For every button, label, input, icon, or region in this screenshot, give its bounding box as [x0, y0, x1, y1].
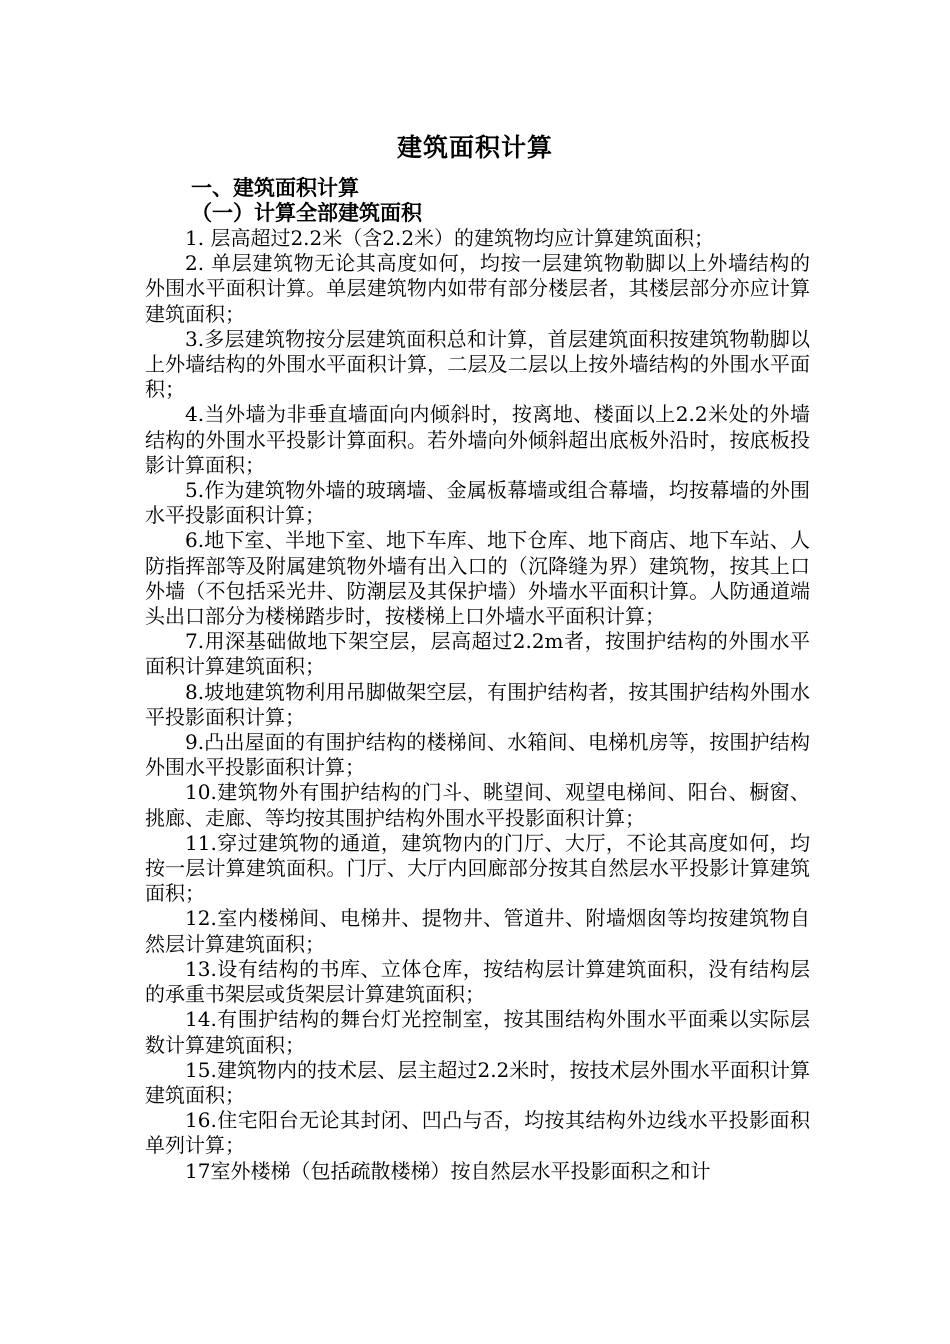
paragraph-10: 10.建筑物外有围护结构的门斗、眺望间、观望电梯间、阳台、橱窗、挑廊、走廊、等均按其围护结构外围水平投影面积计算；: [145, 780, 810, 830]
paragraph-4: 4.当外墙为非垂直墙面向内倾斜时，按离地、楼面以上2.2米处的外墙结构的外围水平投影计算面积。若外墙向外倾斜超出底板外沿时，按底板投影计算面积；: [145, 402, 810, 477]
paragraph-14: 14.有围护结构的舞台灯光控制室，按其围结构外围水平面乘以实际层数计算建筑面积；: [145, 1007, 810, 1057]
paragraph-11: 11.穿过建筑物的通道，建筑物内的门厅、大厅，不论其高度如何，均按一层计算建筑面积。门厅、大厅内回廊部分按其自然层水平投影计算建筑面积；: [145, 830, 810, 906]
paragraph-9: 9.凸出屋面的有围护结构的楼梯间、水箱间、电梯机房等，按围护结构外围水平投影面积计算；: [145, 730, 810, 780]
paragraph-6: 6.地下室、半地下室、地下车库、地下仓库、地下商店、地下车站、人防指挥部等及附属建筑物外墙有出入口的（沉降缝为界）建筑物，按其上口外墙（不包括采光井、防潮层及其保护墙）外墙水平面积计算。人防通道端头出口部分为楼梯踏步时，按楼梯上口外墙水平面积计算；: [145, 528, 810, 629]
paragraph-7: 7.用深基础做地下架空层，层高超过2.2m者，按围护结构的外围水平面积计算建筑面积；: [145, 629, 810, 679]
paragraph-5: 5.作为建筑物外墙的玻璃墙、金属板幕墙或组合幕墙，均按幕墙的外围水平投影面积计算；: [145, 478, 810, 528]
paragraph-1: 1. 层高超过2.2米（含2.2米）的建筑物均应计算建筑面积；: [185, 226, 715, 250]
paragraph-15: 15.建筑物内的技术层、层主超过2.2米时，按技术层外围水平面积计算建筑面积；: [145, 1057, 810, 1107]
paragraph-2: 2. 单层建筑物无论其高度如何，均按一层建筑物勒脚以上外墙结构的外围水平面积计算。单层建筑物内如带有部分楼层者，其楼层部分亦应计算建筑面积；: [145, 251, 810, 326]
paragraph-13: 13.设有结构的书库、立体仓库，按结构层计算建筑面积，没有结构层的承重书架层或货架层计算建筑面积；: [145, 956, 810, 1007]
paragraph-3: 3.多层建筑物按分层建筑面积总和计算，首层建筑面积按建筑物勒脚以上外墙结构的外围水平面积计算，二层及二层以上按外墙结构的外围水平面积；: [145, 326, 810, 402]
paragraph-16: 16.住宅阳台无论其封闭、凹凸与否，均按其结构外边线水平投影面积单列计算；: [145, 1108, 810, 1158]
paragraph-8: 8.坡地建筑物利用吊脚做架空层，有围护结构者，按其围护结构外围水平投影面积计算；: [145, 679, 810, 729]
paragraph-12: 12.室内楼梯间、电梯井、提物井、管道井、附墙烟囱等均按建筑物自然层计算建筑面积；: [145, 906, 810, 956]
subsection-heading: （一）计算全部建筑面积: [191, 201, 422, 225]
paragraph-17: 17室外楼梯（包括疏散楼梯）按自然层水平投影面积之和计: [185, 1158, 711, 1183]
section-heading: 一、建筑面积计算: [191, 176, 359, 200]
document-title: 建筑面积计算: [396, 133, 553, 162]
document-body: [145, 226, 810, 1184]
